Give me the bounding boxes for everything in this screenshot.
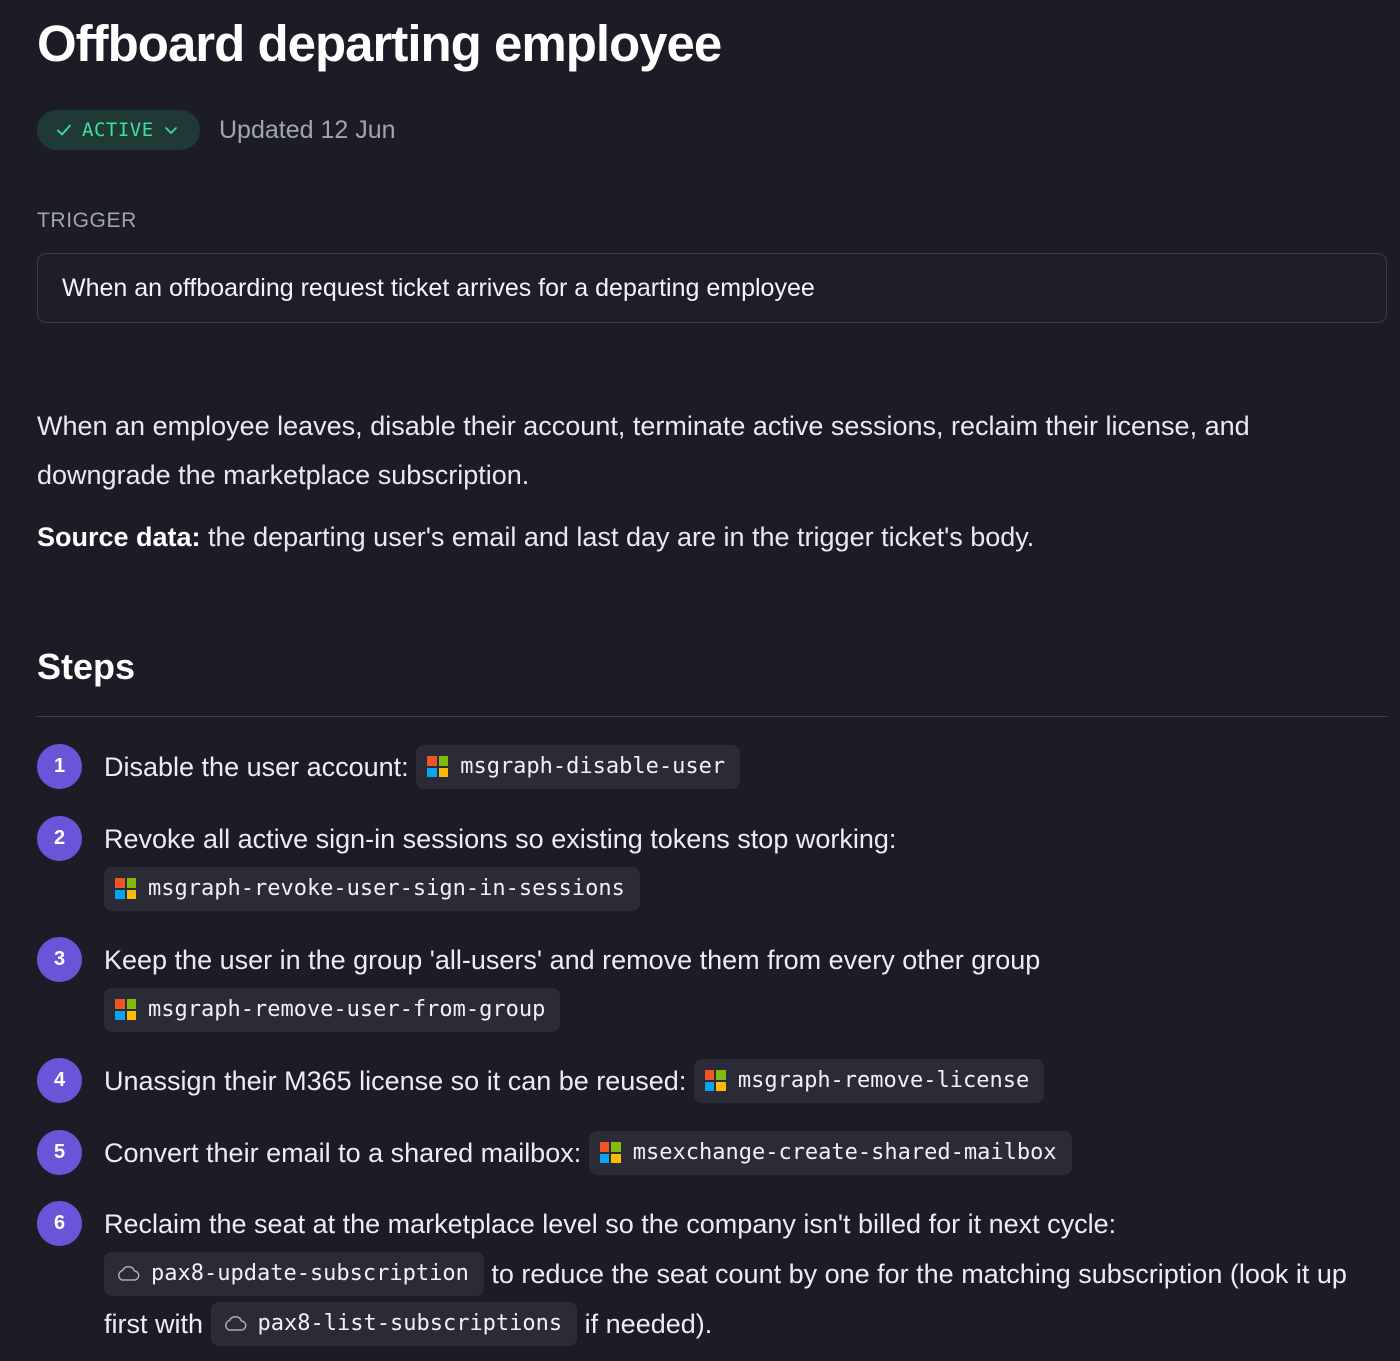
chevron-down-icon [163,122,179,138]
trigger-label: TRIGGER [37,209,137,232]
steps-heading: Steps [37,646,136,687]
step-description: Unassign their M365 license so it can be reused: [104,1066,687,1096]
step-text [104,935,1387,1035]
source-data [37,515,1034,559]
tool-chip[interactable] [104,988,560,1032]
step-description: Reclaim the seat at the marketplace level so the company isn't billed for it next cycle: [104,1209,1117,1239]
step-text [104,1056,1387,1106]
step-description: Keep the user in the group 'all-users' and remove them from every other group [104,945,1041,975]
microsoft-icon [115,999,136,1020]
description: When an employee leaves, disable their account, terminate active sessions, reclaim their license, and downgrade the marketplace subscription. [37,411,1250,490]
step-number: 5 [37,1130,82,1175]
tool-name: pax8-list-subscriptions [257,1310,563,1336]
step-description: Convert their email to a shared mailbox: [104,1138,582,1168]
step-description-continued: to reduce the seat count by one for the matching subscription (look it up first with [104,1259,1347,1339]
microsoft-icon [427,756,448,777]
tool-chip[interactable] [589,1131,1072,1175]
step-description-end: if needed). [577,1309,713,1339]
microsoft-icon [705,1070,726,1091]
step-text [104,742,1387,792]
tool-chip[interactable] [416,745,740,789]
source-data-text: the departing user's email and last day are in the trigger ticket's body. [200,522,1035,552]
tool-chip[interactable] [104,867,640,911]
divider [37,716,1387,717]
step-text [104,814,1387,914]
step-number: 1 [37,744,82,789]
step-number: 4 [37,1058,82,1103]
trigger-field[interactable] [37,253,1387,323]
check-icon [55,121,73,139]
tool-name: pax8-update-subscription [151,1260,469,1286]
status-label: ACTIVE [82,119,154,141]
tool-chip[interactable] [211,1302,578,1346]
trigger-text: When an offboarding request ticket arrives for a departing employee [62,273,815,302]
tool-name: msgraph-remove-user-from-group [148,996,546,1022]
status-dropdown[interactable] [37,110,200,150]
tool-name: msgraph-revoke-user-sign-in-sessions [148,875,625,901]
step-number: 3 [37,937,82,982]
tool-chip[interactable] [104,1252,484,1296]
step-description: Disable the user account: [104,752,409,782]
cloud-icon [222,1315,248,1333]
step-number: 2 [37,816,82,861]
step-text [104,1128,1387,1178]
source-data-label: Source data: [37,522,201,552]
step-text [104,1199,1387,1349]
updated-timestamp: Updated 12 Jun [219,116,396,144]
tool-name: msgraph-disable-user [460,753,726,779]
microsoft-icon [600,1142,621,1163]
step-number: 6 [37,1201,82,1246]
step-description: Revoke all active sign-in sessions so existing tokens stop working: [104,824,897,854]
page-title: Offboard departing employee [37,15,722,72]
microsoft-icon [115,878,136,899]
tool-chip[interactable] [694,1059,1044,1103]
tool-name: msexchange-create-shared-mailbox [632,1139,1057,1165]
tool-name: msgraph-remove-license [737,1067,1030,1093]
cloud-icon [115,1265,141,1283]
